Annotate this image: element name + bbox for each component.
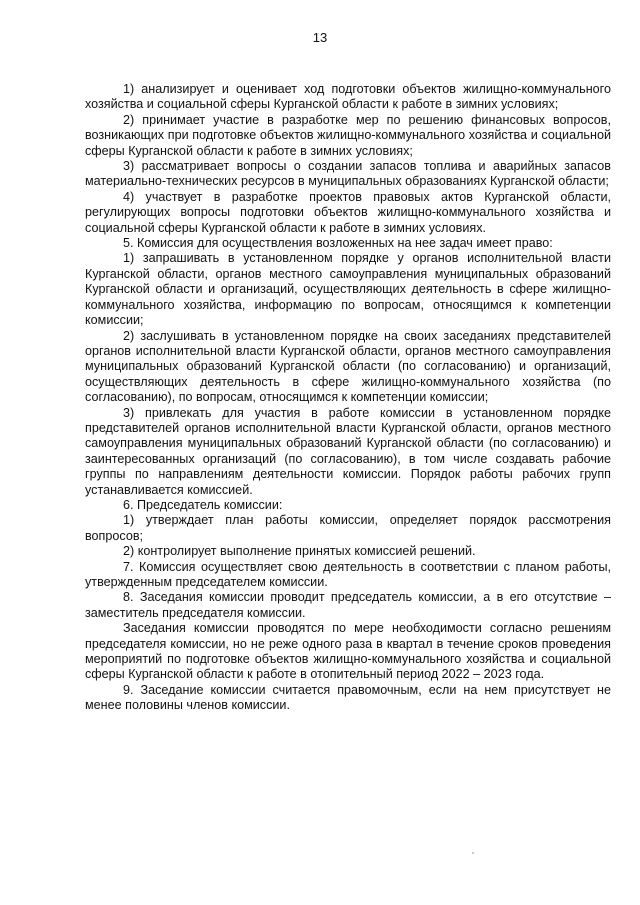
paragraph-7: 7. Комиссия осуществляет свою деятельность в соответствии с планом работы, утвержденным председателем комиссии. — [85, 559, 611, 589]
paragraph-1-4: 4) участвует в разработке проектов правовых актов Курганской области, регулирующих вопросы подготовки объектов жилищно-коммунального хозяйства и социальной сферы Курганской области к работе в зимних условиях. — [85, 189, 611, 235]
scan-speck — [472, 852, 474, 854]
document-body — [85, 82, 611, 714]
paragraph-6-2: 2) контролирует выполнение принятых комиссией решений. — [123, 544, 476, 559]
paragraph-8: 8. Заседания комиссии проводит председатель комиссии, а в его отсутствие – заместитель председателя комиссии. — [85, 590, 611, 620]
paragraph-6: 6. Председатель комиссии: — [123, 497, 283, 512]
paragraph-5: 5. Комиссия для осуществления возложенных на нее задач имеет право: — [123, 236, 553, 251]
paragraph-6-1: 1) утверждает план работы комиссии, определяет порядок рассмотрения вопросов; — [85, 513, 611, 543]
paragraph-1-3: 3) рассматривает вопросы о создании запасов топлива и аварийных запасов материально-технических ресурсов в муниципальных образованиях Курганской области; — [85, 159, 611, 189]
paragraph-1-1: 1) анализирует и оценивает ход подготовки объектов жилищно-коммунального хозяйства и социальной сферы Курганской области к работе в зимних условиях; — [85, 82, 611, 112]
paragraph-5-1: 1) запрашивать в установленном порядке у органов исполнительной власти Курганской области, органов местного самоуправления муниципальных образований Курганской области и организаций, осуществляющих деятельность в сфере жилищно-коммунального хозяйства, информацию по вопросам, относящимся к компетенции комиссии; — [85, 251, 611, 328]
page-number: 13 — [312, 30, 328, 45]
paragraph-5-3: 3) привлекать для участия в работе комиссии в установленном порядке представителей органов исполнительной власти Курганской области, органов местного самоуправления муниципальных образований Курганской области (по согласованию) и заинтересованных организаций (по согласованию), в том числе создавать рабочие группы по направлениям деятельности комиссии. Порядок работы рабочих групп устанавливается комиссией. — [85, 405, 611, 497]
paragraph-5-2: 2) заслушивать в установленном порядке на своих заседаниях представителей органов исполнительной власти Курганской области, органов местного самоуправления муниципальных образований Курганской области (по согласованию) и организаций, осуществляющих деятельность в сфере жилищно-коммунального хозяйства (по согласованию), по вопросам, относящимся к компетенции комиссии; — [85, 328, 611, 405]
paragraph-8-meetings: Заседания комиссии проводятся по мере необходимости согласно решениям председателя комиссии, но не реже одного раза в квартал в течение сроков проведения мероприятий по подготовке объектов жилищно-коммунального хозяйства и социальной сферы Курганской области к работе в отопительный период 2022 – 2023 года. — [85, 621, 611, 682]
paragraph-9: 9. Заседание комиссии считается правомочным, если на нем присутствует не менее половины членов комиссии. — [85, 682, 611, 713]
paragraph-1-2: 2) принимает участие в разработке мер по решению финансовых вопросов, возникающих при подготовке объектов жилищно-коммунального хозяйства и социальной сферы Курганской области к работе в зимних условиях; — [85, 112, 611, 158]
